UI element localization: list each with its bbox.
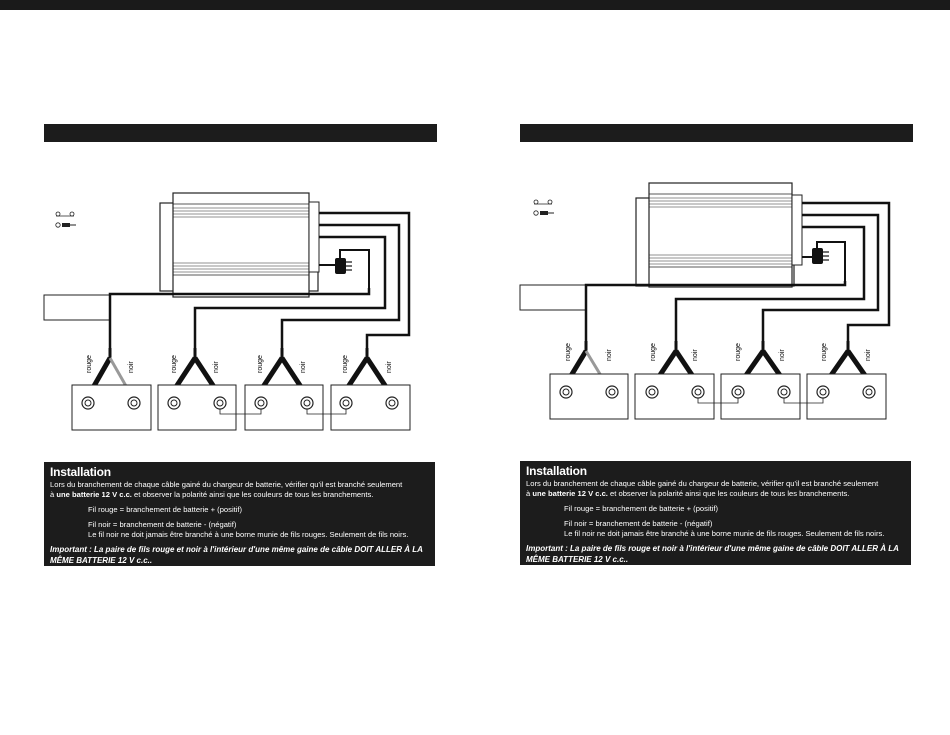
battery-clamp-icon	[56, 212, 74, 216]
battery-2	[158, 348, 236, 430]
important-note: Important : La paire de fils rouge et noir à l'intérieur d'une même gaine de câble DOIT ALLER À LA MÊME BATTERIE 12 V c.c..	[526, 544, 899, 564]
battery-3	[245, 348, 323, 430]
black-wire-label: noir	[386, 361, 393, 373]
black-wire-note: Le fil noir ne doit jamais être branché à une borne munie de fils rouges. Seulement de fils noirs.	[88, 530, 409, 539]
red-wire-rule: Fil rouge = branchement de batterie + (positif)	[88, 505, 243, 514]
battery-group	[72, 348, 410, 430]
battery-4	[331, 348, 410, 430]
section-header-bar	[520, 124, 913, 142]
battery-1	[550, 341, 628, 419]
ac-plug-icon	[56, 223, 76, 227]
red-wire-rule: Fil rouge = branchement de batterie + (positif)	[564, 504, 719, 513]
black-wire-label: noir	[213, 361, 220, 373]
wiring-diagram	[518, 175, 918, 430]
battery-group	[550, 341, 886, 419]
black-wire-note: Le fil noir ne doit jamais être branché à une borne munie de fils rouges. Seulement de fils noirs.	[564, 529, 885, 538]
red-wire-label: rouge	[86, 355, 93, 373]
charger-unit	[636, 183, 802, 287]
important-note: Important : La paire de fils rouge et noir à l'intérieur d'une même gaine de câble DOIT ALLER À LA MÊME BATTERIE 12 V c.c..	[50, 545, 423, 565]
ac-plug-icon	[534, 211, 554, 215]
red-wire-label: rouge	[821, 343, 828, 361]
installation-intro: Lors du branchement de chaque câble gainé du chargeur de batterie, vérifier qu'il est branché seulement à une batterie 12 V c.c. et observer la polarité ainsi que les couleurs de tous les branchements.	[526, 479, 879, 498]
ac-power-plug	[802, 242, 845, 281]
battery-3	[721, 341, 800, 419]
red-wire-label: rouge	[257, 355, 264, 373]
black-wire-rule: Fil noir = branchement de batterie - (négatif)	[88, 520, 237, 529]
red-wire-label: rouge	[342, 355, 349, 373]
label-box	[44, 295, 110, 320]
installation-info-box	[44, 462, 435, 566]
black-wire-label: noir	[865, 349, 872, 361]
section-header-bar	[44, 124, 437, 142]
battery-4	[807, 341, 886, 419]
left-page	[42, 0, 442, 735]
battery-2	[635, 341, 714, 419]
installation-info-box	[520, 461, 911, 565]
right-page	[518, 0, 918, 735]
black-wire-label: noir	[606, 349, 613, 361]
installation-intro: Lors du branchement de chaque câble gainé du chargeur de batterie, vérifier qu'il est branché seulement à une batterie 12 V c.c. et observer la polarité ainsi que les couleurs de tous les branchements.	[50, 480, 403, 499]
battery-clamp-icon	[534, 200, 552, 204]
red-wire-label: rouge	[565, 343, 572, 361]
label-box	[520, 285, 586, 310]
wiring-diagram	[42, 180, 442, 435]
installation-title: Installation	[50, 465, 111, 479]
black-wire-rule: Fil noir = branchement de batterie - (négatif)	[564, 519, 713, 528]
battery-1	[72, 348, 151, 430]
ac-power-plug	[319, 250, 369, 288]
red-wire-label: rouge	[171, 355, 178, 373]
red-wire-label: rouge	[735, 343, 742, 361]
red-wire-label: rouge	[650, 343, 657, 361]
charger-unit	[160, 193, 319, 297]
installation-title: Installation	[526, 464, 587, 478]
black-wire-label: noir	[128, 361, 135, 373]
black-wire-label: noir	[692, 349, 699, 361]
black-wire-label: noir	[779, 349, 786, 361]
black-wire-label: noir	[300, 361, 307, 373]
